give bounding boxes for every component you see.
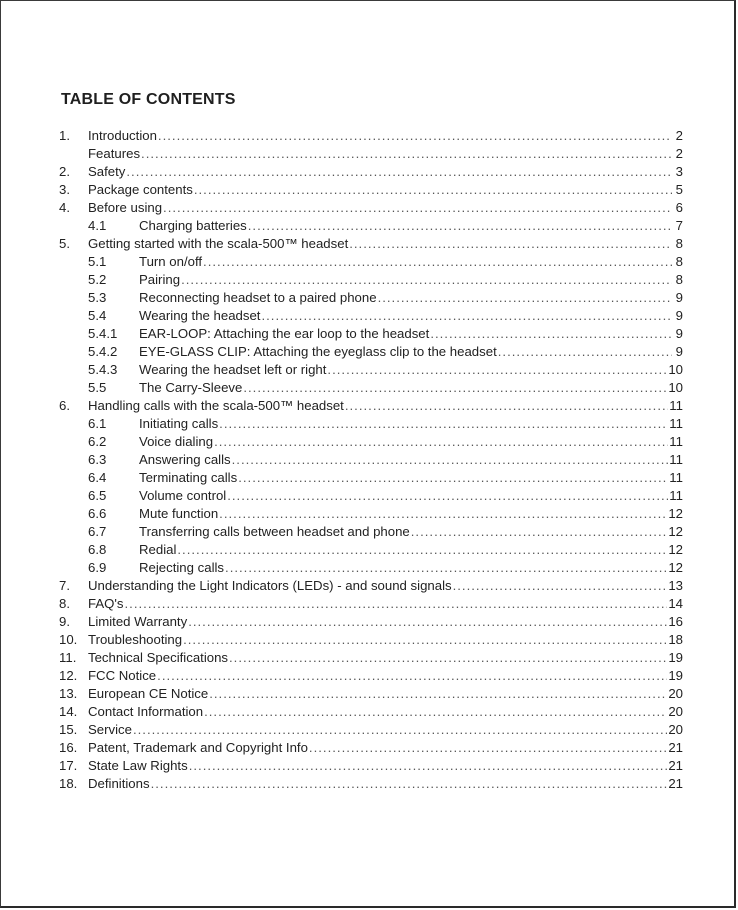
dot-leader <box>157 667 667 685</box>
toc-entry-number: 10. <box>59 632 78 647</box>
toc-entry-page: 21 <box>668 758 683 773</box>
toc-entry-number: 12. <box>59 668 78 683</box>
toc-entry <box>59 397 683 415</box>
toc-entry-title: Redial <box>139 542 177 557</box>
toc-entry-title: Pairing <box>139 272 181 287</box>
toc-entry-subnumber: 6.9 <box>88 560 107 575</box>
toc-entry-page: 8 <box>675 236 683 251</box>
toc-entry-title: Wearing the headset <box>139 308 261 323</box>
toc-entry-number: 13. <box>59 686 78 701</box>
toc-entry <box>59 757 683 775</box>
toc-entry-title: Contact Information <box>88 704 204 719</box>
toc-entry <box>59 253 683 271</box>
toc-entry-subnumber: 6.3 <box>88 452 107 467</box>
toc-entry <box>59 487 683 505</box>
toc-entry-page: 7 <box>675 218 683 233</box>
toc-entry-number: 15. <box>59 722 78 737</box>
toc-entry-page: 9 <box>675 344 683 359</box>
toc-entry <box>59 541 683 559</box>
toc-entry-title: Reconnecting headset to a paired phone <box>139 290 377 305</box>
table-of-contents <box>59 127 683 793</box>
dot-leader <box>349 235 672 253</box>
toc-entry <box>59 361 683 379</box>
toc-entry-title: Before using <box>88 200 163 215</box>
dot-leader <box>411 523 668 541</box>
dot-leader <box>163 199 672 217</box>
toc-entry-page: 20 <box>668 704 683 719</box>
toc-entry-subnumber: 5.4 <box>88 308 107 323</box>
toc-entry-title: Safety <box>88 164 126 179</box>
toc-entry-title: Getting started with the scala-500™ headset <box>88 236 349 251</box>
toc-entry-page: 9 <box>675 308 683 323</box>
dot-leader <box>248 217 672 235</box>
toc-entry-page: 20 <box>668 686 683 701</box>
toc-entry <box>59 433 683 451</box>
toc-entry <box>59 163 683 181</box>
toc-entry-title: Package contents <box>88 182 193 197</box>
dot-leader <box>229 649 667 667</box>
toc-entry-subnumber: 6.2 <box>88 434 107 449</box>
toc-entry-subnumber: 6.8 <box>88 542 107 557</box>
toc-entry-subnumber: 5.1 <box>88 254 107 269</box>
toc-entry-number: 17. <box>59 758 78 773</box>
toc-entry-page: 14 <box>668 596 683 611</box>
dot-leader <box>188 613 667 631</box>
toc-entry-number: 14. <box>59 704 78 719</box>
toc-entry-title: Initiating calls <box>139 416 219 431</box>
dot-leader <box>232 451 669 469</box>
toc-entry-title: Mute function <box>139 506 219 521</box>
toc-entry-page: 6 <box>675 200 683 215</box>
toc-entry <box>59 235 683 253</box>
toc-entry-page: 10 <box>668 362 683 377</box>
dot-leader <box>327 361 667 379</box>
dot-leader <box>214 433 668 451</box>
toc-entry-number: 11. <box>59 650 77 665</box>
dot-leader <box>151 775 668 793</box>
toc-entry-title: Handling calls with the scala-500™ headset <box>88 398 344 413</box>
toc-entry-page: 3 <box>675 164 683 179</box>
toc-entry <box>59 289 683 307</box>
dot-leader <box>181 271 672 289</box>
toc-entry-title: State Law Rights <box>88 758 188 773</box>
toc-entry-page: 20 <box>668 722 683 737</box>
toc-entry-title: Transferring calls between headset and phone <box>139 524 410 539</box>
toc-entry <box>59 649 683 667</box>
toc-entry-page: 11 <box>669 452 683 467</box>
toc-entry <box>59 631 683 649</box>
toc-entry-subnumber: 6.7 <box>88 524 107 539</box>
toc-entry-title: Terminating calls <box>139 470 238 485</box>
dot-leader <box>243 379 667 397</box>
toc-entry-page: 9 <box>675 326 683 341</box>
dot-leader <box>345 397 668 415</box>
toc-entry <box>59 739 683 757</box>
toc-entry-number: 9. <box>59 614 70 629</box>
dot-leader <box>453 577 668 595</box>
toc-entry-number: 8. <box>59 596 70 611</box>
toc-entry-subnumber: 5.4.3 <box>88 362 118 377</box>
dot-leader <box>133 721 667 739</box>
toc-entry <box>59 271 683 289</box>
toc-entry-title: Limited Warranty <box>88 614 188 629</box>
toc-entry-page: 11 <box>669 416 683 431</box>
dot-leader <box>126 163 672 181</box>
toc-entry-title: Turn on/off <box>139 254 203 269</box>
toc-entry <box>59 667 683 685</box>
toc-entry-title: Technical Specifications <box>88 650 229 665</box>
dot-leader <box>498 343 672 361</box>
toc-entry-page: 8 <box>675 272 683 287</box>
dot-leader <box>227 487 668 505</box>
toc-entry-page: 11 <box>669 398 683 413</box>
dot-leader <box>125 595 668 613</box>
toc-entry <box>59 217 683 235</box>
toc-entry-number: 5. <box>59 236 70 251</box>
toc-entry <box>59 577 683 595</box>
toc-entry-page: 2 <box>675 128 683 143</box>
toc-entry-page: 5 <box>675 182 683 197</box>
toc-entry-page: 21 <box>668 740 683 755</box>
toc-entry-title: FAQ's <box>88 596 124 611</box>
dot-leader <box>430 325 672 343</box>
toc-entry-page: 21 <box>668 776 683 791</box>
dot-leader <box>183 631 667 649</box>
toc-entry-title: Understanding the Light Indicators (LEDs) - and sound signals <box>88 578 452 593</box>
toc-entry-subnumber: 5.3 <box>88 290 107 305</box>
toc-entry-title: European CE Notice <box>88 686 209 701</box>
toc-entry-subnumber: 5.5 <box>88 380 107 395</box>
toc-entry-title: Charging batteries <box>139 218 247 233</box>
toc-entry-page: 8 <box>675 254 683 269</box>
toc-entry-number: 4. <box>59 200 70 215</box>
dot-leader <box>209 685 667 703</box>
toc-entry-title: Definitions <box>88 776 150 791</box>
toc-entry-title: Patent, Trademark and Copyright Info <box>88 740 308 755</box>
toc-entry <box>59 415 683 433</box>
toc-entry-page: 19 <box>668 668 683 683</box>
dot-leader <box>204 703 667 721</box>
toc-entry <box>59 721 683 739</box>
dot-leader <box>177 541 667 559</box>
dot-leader <box>219 415 668 433</box>
toc-entry <box>59 505 683 523</box>
toc-entry-page: 12 <box>668 560 683 575</box>
dot-leader <box>378 289 672 307</box>
toc-entry-number: 2. <box>59 164 70 179</box>
toc-entry-number: 3. <box>59 182 70 197</box>
toc-entry <box>59 703 683 721</box>
toc-entry <box>59 451 683 469</box>
toc-entry <box>59 181 683 199</box>
toc-entry-page: 19 <box>668 650 683 665</box>
toc-entry-number: 6. <box>59 398 70 413</box>
toc-entry-title: Troubleshooting <box>88 632 183 647</box>
dot-leader <box>238 469 668 487</box>
toc-entry-page: 11 <box>669 470 683 485</box>
toc-entry-page: 11 <box>669 434 683 449</box>
toc-entry-title: Voice dialing <box>139 434 214 449</box>
toc-entry-title: EYE-GLASS CLIP: Attaching the eyeglass clip to the headset <box>139 344 497 359</box>
toc-entry <box>59 343 683 361</box>
toc-entry <box>59 595 683 613</box>
dot-leader <box>194 181 672 199</box>
dot-leader <box>225 559 667 577</box>
toc-entry-page: 18 <box>668 632 683 647</box>
toc-entry-page: 12 <box>668 524 683 539</box>
toc-entry <box>59 325 683 343</box>
toc-entry <box>59 775 683 793</box>
toc-entry-subnumber: 6.6 <box>88 506 107 521</box>
dot-leader <box>158 127 672 145</box>
toc-entry <box>59 307 683 325</box>
toc-entry <box>59 145 683 163</box>
toc-entry-title: Wearing the headset left or right <box>139 362 327 377</box>
toc-entry-title: EAR-LOOP: Attaching the ear loop to the headset <box>139 326 430 341</box>
toc-entry-subnumber: 6.5 <box>88 488 107 503</box>
toc-entry-page: 9 <box>675 290 683 305</box>
toc-entry-title: Introduction <box>88 128 157 143</box>
toc-entry <box>59 559 683 577</box>
toc-entry-title: Features <box>88 146 141 161</box>
toc-entry-title: FCC Notice <box>88 668 157 683</box>
toc-entry <box>59 127 683 145</box>
toc-entry <box>59 523 683 541</box>
toc-entry-title: Rejecting calls <box>139 560 225 575</box>
dot-leader <box>261 307 672 325</box>
toc-entry-page: 12 <box>668 542 683 557</box>
toc-entry-title: Volume control <box>139 488 227 503</box>
toc-entry-subnumber: 4.1 <box>88 218 107 233</box>
toc-entry <box>59 469 683 487</box>
toc-entry <box>59 613 683 631</box>
toc-entry-number: 1. <box>59 128 70 143</box>
toc-entry-subnumber: 5.4.1 <box>88 326 118 341</box>
toc-entry <box>59 199 683 217</box>
dot-leader <box>189 757 668 775</box>
toc-entry-page: 13 <box>668 578 683 593</box>
toc-entry-title: The Carry-Sleeve <box>139 380 243 395</box>
toc-entry-page: 2 <box>675 146 683 161</box>
toc-entry-page: 16 <box>668 614 683 629</box>
toc-entry <box>59 685 683 703</box>
toc-entry-subnumber: 5.2 <box>88 272 107 287</box>
toc-entry-number: 18. <box>59 776 78 791</box>
toc-entry <box>59 379 683 397</box>
dot-leader <box>141 145 672 163</box>
toc-entry-subnumber: 6.4 <box>88 470 107 485</box>
toc-entry-subnumber: 6.1 <box>88 416 107 431</box>
toc-entry-page: 11 <box>669 488 683 503</box>
dot-leader <box>309 739 667 757</box>
toc-entry-number: 16. <box>59 740 78 755</box>
toc-entry-subnumber: 5.4.2 <box>88 344 118 359</box>
dot-leader <box>203 253 672 271</box>
toc-entry-page: 10 <box>668 380 683 395</box>
dot-leader <box>219 505 667 523</box>
toc-entry-title: Answering calls <box>139 452 231 467</box>
toc-entry-number: 7. <box>59 578 70 593</box>
toc-entry-title: Service <box>88 722 132 737</box>
page-title: TABLE OF CONTENTS <box>61 91 236 108</box>
toc-entry-page: 12 <box>668 506 683 521</box>
